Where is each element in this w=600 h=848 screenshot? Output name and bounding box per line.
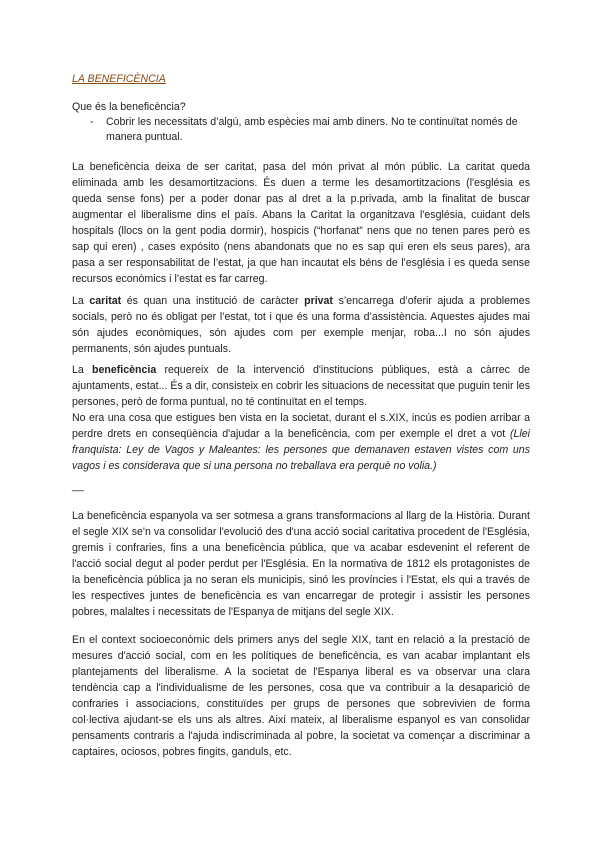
bold-term-caritat: caritat (89, 295, 122, 307)
paragraph-caritat-definition (72, 293, 530, 357)
text-run: No era una cosa que estigues ben vista en la societat, durant el s.XIX, incús es podien arribar a perdre drets en conseqüència d'ajudar a la beneficència, com per exemple el dret a vot (72, 412, 530, 440)
paragraph-caritat-history: La beneficència deixa de ser caritat, pasa del món privat al món públic. La caritat queda eliminada amb les desamortitzacions. És duen a terme les desamortitzacions (l'església es queda sense fons) per a poder donar pas al dret a la p.privada, amb la finalitat de buscar augmentar el liberalisme dins el país. Abans la Caritat la organitzava l'església, cuidant dels hospitals (llocs on la gent podia dormir), hospicis (“horfanat” nens que no tenen pares però es sap qui eren) , cases expósito (nens abandonats que no es sap qui eren els seus pares), ara pasa a ser responsabilitat de l’estat, ja que han incautat els béns de l'església i es queda sense recursos econòmics i l’estat es far carreg. (72, 161, 530, 285)
bullet-item (90, 115, 530, 145)
separator: __ (72, 480, 84, 492)
paragraph-liberalism-context: En el context socioeconòmic dels primers anys del segle XIX, tant en relació a la prestació de mesures d'acció social, com en les polítiques de beneficència, es van acabar implantant els plantejaments del liberalisme. A la societat de l'Espanya liberal es va observar una clara tendència cap a l'individualisme de les persones, cosa que va contribuir a la desaparició de confraries i associacions, constituïdes per grups de persones que sobrevivien de forma col·lectiva ajudant-se els uns als altres. Així mateix, al liberalisme espanyol es van consolidar pensaments contraris a l'ajuda indiscriminada al pobre, la societat va començar a discriminar a captaires, ociosos, pobres fingits, ganduls, etc. (72, 634, 530, 758)
text-run: s’encarrega d’oferir ajuda a problemes socials, però no és obligat per l’estat, tot i que és una forma d’assistència. Aquestes ajudes mai són ajudes econòmiques, són ajudes com per exemple menjar, roba...I no són ajudes permanents, són ajudes puntuals. (72, 295, 530, 355)
text-run: és quan una institució de caràcter (121, 295, 305, 307)
bullet-marker: - (90, 116, 94, 128)
italic-law-note: (Llei franquista: Ley de Vagos y Maleantes: les persones que demanaven estaven vistes com uns vagos i es considerava que si una persona no treballava era perquè no volia.) (72, 428, 530, 472)
text-run: La (72, 364, 93, 376)
bullet-text: Cobrir les necessitats d’algú, amb espècies mai amb diners. No te continuïtat només de manera puntual. (106, 116, 518, 143)
question-line: Que és la beneficència? (72, 101, 186, 113)
paragraph-beneficencia-definition (72, 362, 530, 410)
paragraph-spanish-beneficencia: La beneficència espanyola va ser sotmesa a grans transformacions al llarg de la Història. Durant el segle XIX se'n va consolidar l'evolució des d'una acció social caritativa procedent de l'Església, gremis i confraries, fins a una beneficència pública, que va acabar esdevenint el referent de l'acció social degut al poder perdut per l'Església. En la normativa de 1812 els protagonistes de la beneficència pública ja no seran els municipis, sinó les províncies i l'Estat, els qui a través de les respectives juntes de beneficència es van encarregar de protegir i assistir les persones pobres, malaltes i necessitats de l'Espanya de mitjans del segle XIX. (72, 510, 530, 618)
document-title: LA BENEFICÈNCIA (72, 73, 166, 85)
paragraph-social-view (72, 410, 530, 474)
text-run: requereix de la intervenció d'institucions públiques, està a càrrec de ajuntaments, estat... És a dir, consisteix en cobrir les situacions de necessitat que puguin tenir les persones, però de forma puntual, no té continuïtat en el temps. (72, 364, 530, 408)
bold-term-privat: privat (304, 295, 333, 307)
bold-term-beneficencia: beneficència (92, 364, 157, 376)
text-run: La (72, 295, 90, 307)
